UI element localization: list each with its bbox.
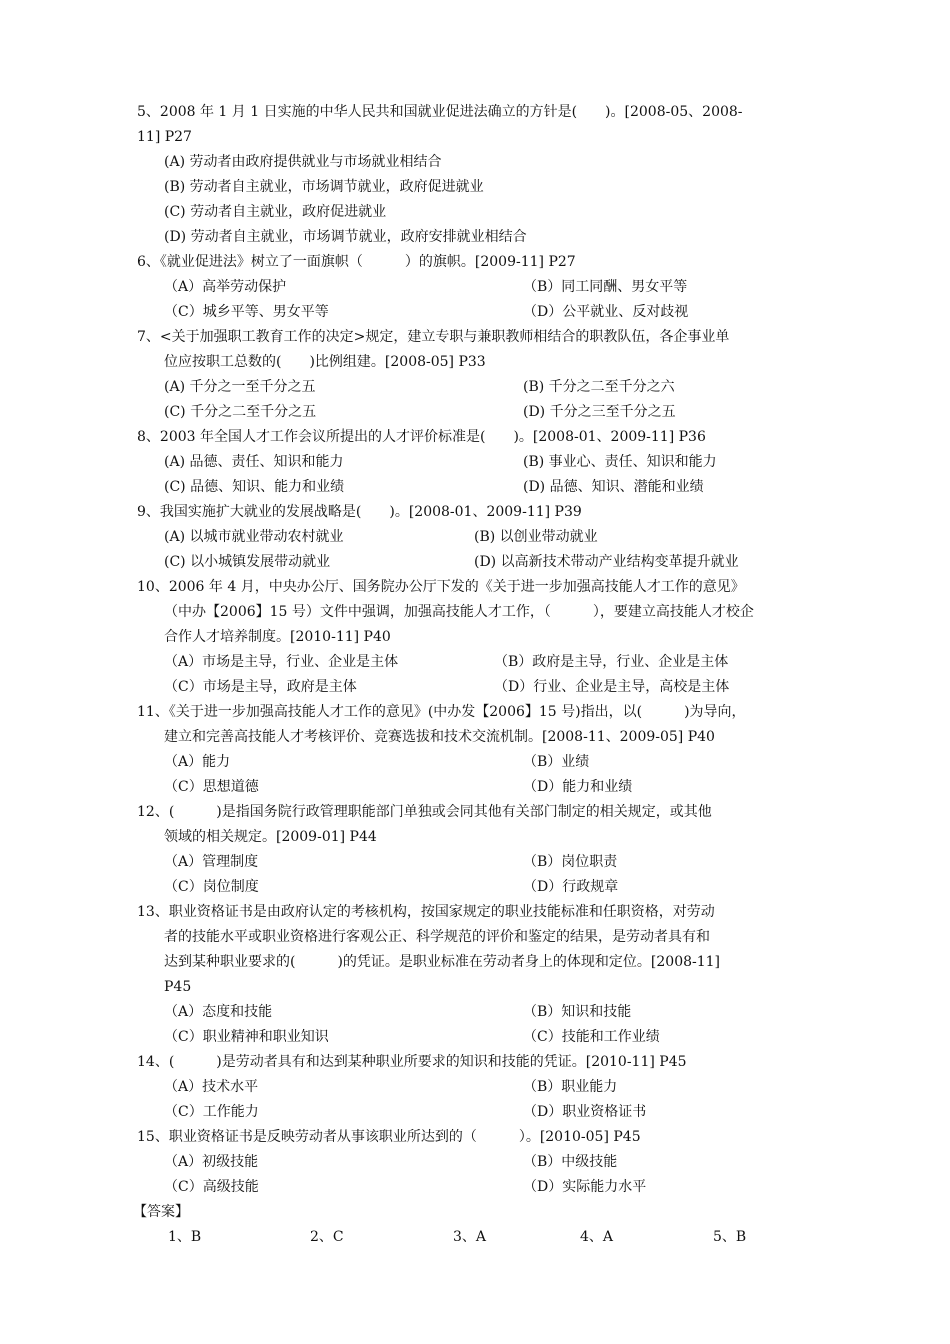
question-13-option-d: （C）技能和工作业绩	[523, 1029, 660, 1045]
question-11-option-b: （B）业绩	[523, 754, 590, 770]
question-8-option-d: (D) 品德、知识、潜能和业绩	[523, 479, 704, 495]
question-9-stem-line-1: 9、我国实施扩大就业的发展战略是( )。[2008-01、2009-11] P39	[137, 504, 582, 520]
question-12-option-d: （D）行政规章	[523, 879, 619, 895]
question-8-option-b: (B) 事业心、责任、知识和能力	[523, 454, 717, 470]
answer-item-1: 1、B	[168, 1229, 202, 1245]
question-15-option-c: （C）高级技能	[164, 1179, 259, 1195]
question-7-option-d: (D) 千分之三至千分之五	[523, 404, 676, 420]
question-13-stem-line-2: 者的技能水平或职业资格进行客观公正、科学规范的评价和鉴定的结果，是劳动者具有和	[164, 929, 710, 945]
question-11-stem-line-2: 建立和完善高技能人才考核评价、竞赛选拔和技术交流机制。[2008-11、2009-05] P40	[164, 729, 715, 745]
question-12-option-b: （B）岗位职责	[523, 854, 618, 870]
question-8-stem-line-1: 8、2003 年全国人才工作会议所提出的人才评价标准是( )。[2008-01、2009-11] P36	[137, 429, 706, 445]
question-14-option-c: （C）工作能力	[164, 1104, 259, 1120]
answer-item-4: 4、A	[580, 1229, 614, 1245]
question-7-option-b: (B) 千分之二至千分之六	[523, 379, 675, 395]
question-7-option-a: (A) 千分之一至千分之五	[164, 379, 316, 395]
question-12-option-a: （A）管理制度	[164, 854, 259, 870]
question-12-option-c: （C）岗位制度	[164, 879, 259, 895]
question-5-stem-line-1: 5、2008 年 1 月 1 日实施的中华人民共和国就业促进法确立的方针是( )。[2008-05、2008-	[137, 104, 743, 120]
question-5-option-a: (A) 劳动者由政府提供就业与市场就业相结合	[164, 154, 442, 170]
question-14-stem-line-1: 14、( )是劳动者具有和达到某种职业所要求的知识和技能的凭证。[2010-11] P45	[137, 1054, 687, 1070]
question-13-stem-line-4: P45	[164, 979, 192, 995]
answer-item-5: 5、B	[713, 1229, 747, 1245]
question-10-option-c: （C）市场是主导，政府是主体	[164, 679, 357, 695]
question-15-option-b: （B）中级技能	[523, 1154, 618, 1170]
question-8-option-c: (C) 品德、知识、能力和业绩	[164, 479, 345, 495]
question-6-option-b: （B）同工同酬、男女平等	[523, 279, 688, 295]
question-13-option-c: （C）职业精神和职业知识	[164, 1029, 329, 1045]
question-9-option-c: (C) 以小城镇发展带动就业	[164, 554, 331, 570]
question-14-option-a: （A）技术水平	[164, 1079, 259, 1095]
question-10-option-b: （B）政府是主导，行业、企业是主体	[494, 654, 729, 670]
question-15-option-d: （D）实际能力水平	[523, 1179, 647, 1195]
question-9-option-d: (D) 以高新技术带动产业结构变革提升就业	[474, 554, 739, 570]
question-5-option-b: (B) 劳动者自主就业，市场调节就业，政府促进就业	[164, 179, 484, 195]
question-13-option-b: （B）知识和技能	[523, 1004, 632, 1020]
question-11-stem-line-1: 11、《关于进一步加强高技能人才工作的意见》(中办发【2006】15 号)指出，以( )为导向，	[137, 704, 746, 720]
question-7-stem-line-2: 位应按职工总数的( )比例组建。[2008-05] P33	[164, 354, 486, 370]
question-10-stem-line-3: 合作人才培养制度。[2010-11] P40	[164, 629, 391, 645]
question-7-stem-line-1: 7、<关于加强职工教育工作的决定>规定，建立专职与兼职教师相结合的职教队伍，各企事业单	[137, 329, 730, 345]
question-10-option-d: （D）行业、企业是主导，高校是主体	[494, 679, 730, 695]
question-11-option-d: （D）能力和业绩	[523, 779, 633, 795]
question-6-option-d: （D）公平就业、反对歧视	[523, 304, 689, 320]
question-14-option-d: （D）职业资格证书	[523, 1104, 647, 1120]
question-15-stem-line-1: 15、职业资格证书是反映劳动者从事该职业所达到的（ ）。[2010-05] P45	[137, 1129, 641, 1145]
question-12-stem-line-1: 12、( )是指国务院行政管理职能部门单独或会同其他有关部门制定的相关规定，或其他	[137, 804, 712, 820]
question-6-option-a: （A）高举劳动保护	[164, 279, 287, 295]
question-15-option-a: （A）初级技能	[164, 1154, 259, 1170]
question-13-stem-line-1: 13、职业资格证书是由政府认定的考核机构，按国家规定的职业技能标准和任职资格，对劳动	[137, 904, 715, 920]
question-13-option-a: （A）态度和技能	[164, 1004, 273, 1020]
answer-item-2: 2、C	[310, 1229, 344, 1245]
question-13-stem-line-3: 达到某种职业要求的( )的凭证。是职业标准在劳动者身上的体现和定位。[2008-11]	[164, 954, 721, 970]
question-14-option-b: （B）职业能力	[523, 1079, 618, 1095]
question-5-option-d: (D) 劳动者自主就业，市场调节就业，政府安排就业相结合	[164, 229, 527, 245]
question-11-option-a: （A）能力	[164, 754, 231, 770]
answer-item-3: 3、A	[453, 1229, 487, 1245]
question-9-option-a: (A) 以城市就业带动农村就业	[164, 529, 344, 545]
question-5-stem-line-2: 11] P27	[137, 129, 192, 145]
question-11-option-c: （C）思想道德	[164, 779, 259, 795]
question-6-option-c: （C）城乡平等、男女平等	[164, 304, 329, 320]
question-9-option-b: (B) 以创业带动就业	[474, 529, 598, 545]
question-12-stem-line-2: 领域的相关规定。[2009-01] P44	[164, 829, 377, 845]
question-6-stem-line-1: 6、《就业促进法》树立了一面旗帜（ ）的旗帜。[2009-11] P27	[137, 254, 576, 270]
question-10-stem-line-2: （中办【2006】15 号）文件中强调，加强高技能人才工作，（ ），要建立高技能人才校企	[164, 604, 754, 620]
answers-heading: 【答案】	[133, 1204, 189, 1220]
question-5-option-c: (C) 劳动者自主就业，政府促进就业	[164, 204, 387, 220]
question-8-option-a: (A) 品德、责任、知识和能力	[164, 454, 344, 470]
question-10-stem-line-1: 10、2006 年 4 月，中央办公厅、国务院办公厅下发的《关于进一步加强高技能人才工作的意见》	[137, 579, 745, 595]
question-10-option-a: （A）市场是主导，行业、企业是主体	[164, 654, 399, 670]
question-7-option-c: (C) 千分之二至千分之五	[164, 404, 317, 420]
